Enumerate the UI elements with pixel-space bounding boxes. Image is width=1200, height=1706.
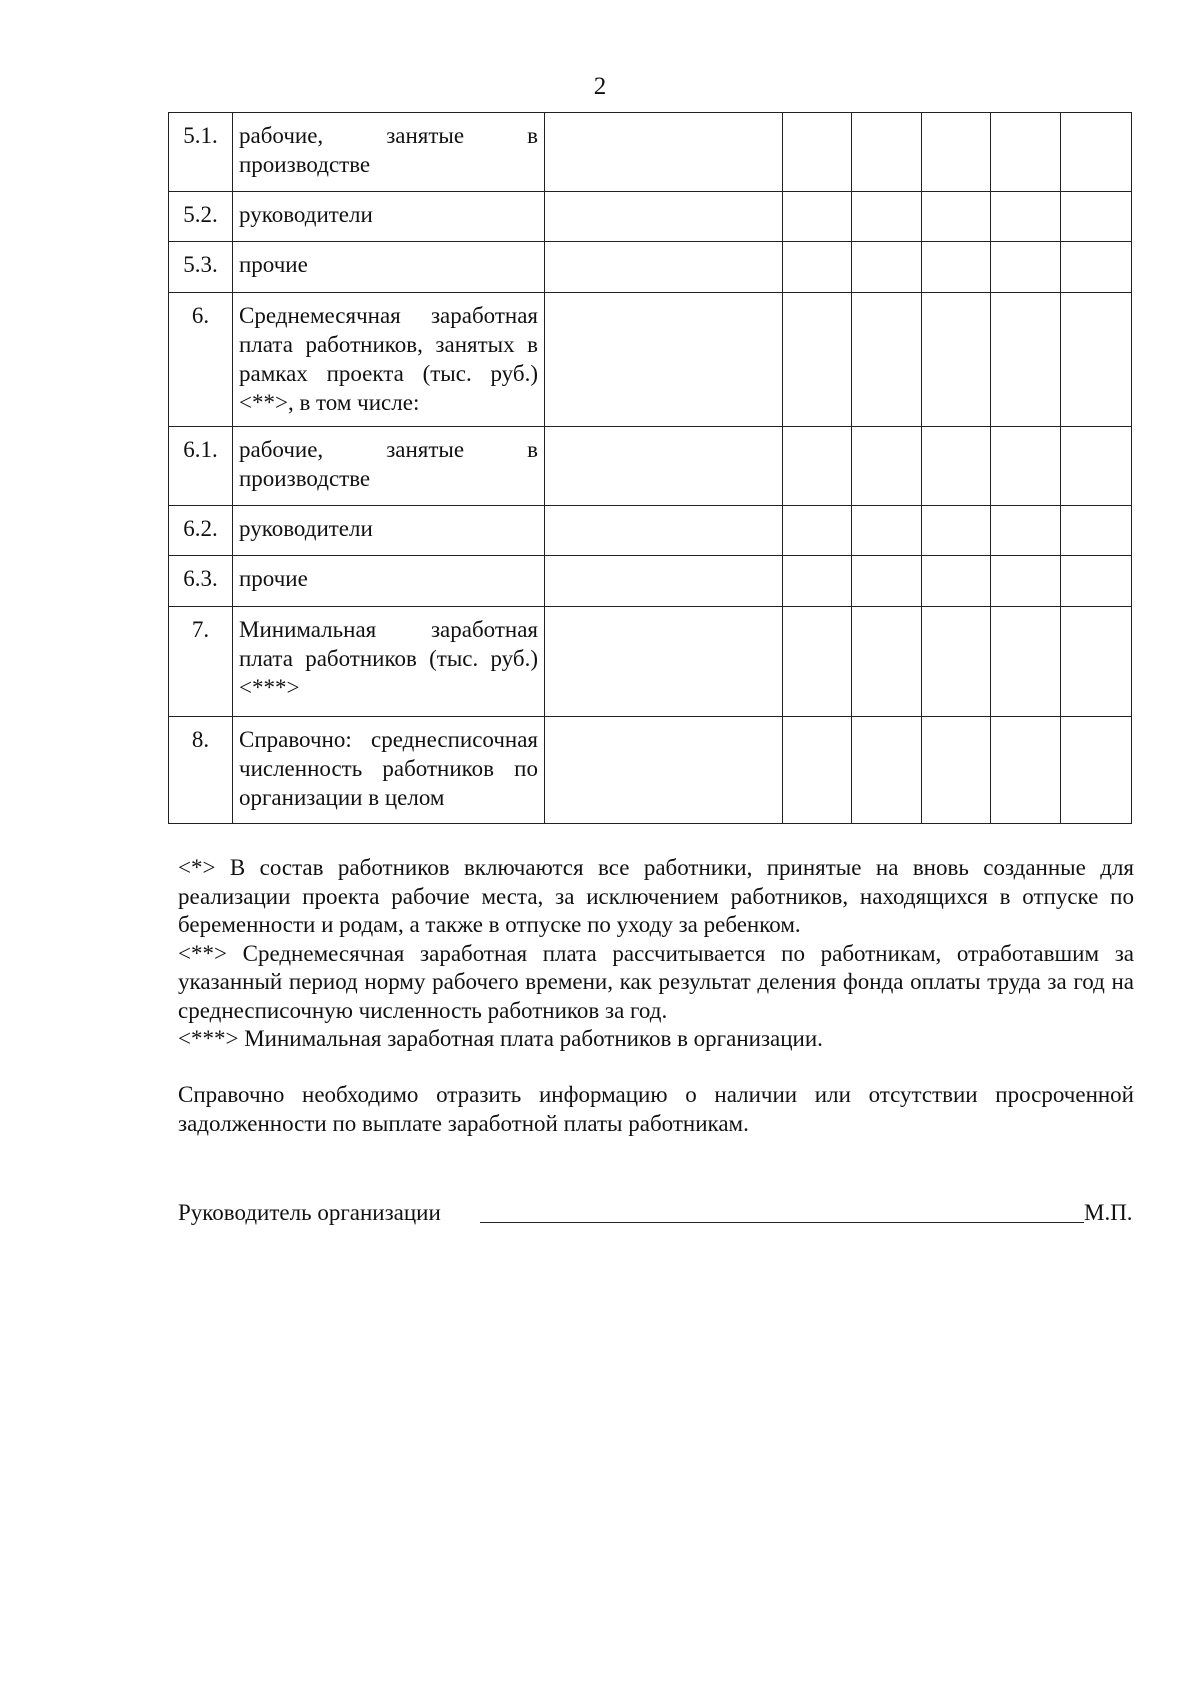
row-number: 6.3. [169, 556, 233, 607]
row-label-line: рамках проекта (тыс. руб.) [239, 361, 538, 386]
value-cell[interactable] [852, 113, 922, 192]
row-label-line: производстве [239, 152, 371, 177]
row-label [233, 242, 545, 293]
signature-label: Руководитель организации [178, 1200, 441, 1225]
reference-note: Справочно необходимо отразить информацию о наличии или отсутствии просроченной задолженности по выплате заработной платы работникам. [178, 1082, 1134, 1136]
table-row [169, 506, 1132, 556]
row-label [233, 427, 545, 506]
row-number: 5.2. [169, 192, 233, 242]
row-number: 6.2. [169, 506, 233, 556]
value-cell[interactable] [922, 607, 991, 717]
row-label [233, 506, 545, 556]
value-cell[interactable] [991, 556, 1061, 607]
value-cell[interactable] [852, 506, 922, 556]
value-cell[interactable] [545, 506, 783, 556]
value-cell[interactable] [922, 242, 991, 293]
value-cell[interactable] [922, 192, 991, 242]
row-label-line: Среднемесячная заработная [239, 303, 538, 328]
footnotes [178, 854, 1134, 1054]
value-cell[interactable] [991, 427, 1061, 506]
row-number: 6.1. [169, 427, 233, 506]
value-cell[interactable] [991, 113, 1061, 192]
row-number: 5.3. [169, 242, 233, 293]
value-cell[interactable] [922, 113, 991, 192]
table-row [169, 192, 1132, 242]
value-cell[interactable] [991, 192, 1061, 242]
value-cell[interactable] [783, 556, 852, 607]
row-number: 6. [169, 293, 233, 427]
row-number: 8. [169, 717, 233, 824]
footnote-1: <*> В состав работников включаются все работники, принятые на вновь созданные для реализации проекта рабочие места, за исключением работников, находящихся в отпуске по беременности и родам, а также в отпуске по уходу за ребенком. [178, 855, 1134, 937]
report-table [168, 112, 1132, 824]
value-cell[interactable] [1061, 113, 1132, 192]
row-label-line: руководители [239, 516, 373, 541]
value-cell[interactable] [852, 192, 922, 242]
table-row [169, 427, 1132, 506]
row-label-line: производстве [239, 466, 371, 491]
row-label [233, 192, 545, 242]
row-label-line: численность работников по [239, 756, 538, 781]
value-cell[interactable] [922, 427, 991, 506]
row-label-line: Справочно: среднесписочная [239, 727, 538, 752]
value-cell[interactable] [991, 242, 1061, 293]
value-cell[interactable] [1061, 717, 1132, 824]
value-cell[interactable] [1061, 293, 1132, 427]
value-cell[interactable] [852, 717, 922, 824]
value-cell[interactable] [783, 293, 852, 427]
value-cell[interactable] [783, 427, 852, 506]
value-cell[interactable] [852, 556, 922, 607]
value-cell[interactable] [852, 427, 922, 506]
value-cell[interactable] [922, 293, 991, 427]
value-cell[interactable] [545, 242, 783, 293]
stamp-place-label: М.П. [1084, 1200, 1133, 1225]
report-table-body [169, 113, 1132, 824]
value-cell[interactable] [1061, 556, 1132, 607]
value-cell[interactable] [852, 242, 922, 293]
value-cell[interactable] [783, 607, 852, 717]
row-label-line: <**>, в том числе: [239, 390, 420, 415]
value-cell[interactable] [852, 607, 922, 717]
footnote-3: <***> Минимальная заработная плата работников в организации. [178, 1026, 823, 1051]
row-label-line: руководители [239, 202, 373, 227]
value-cell[interactable] [545, 717, 783, 824]
value-cell[interactable] [1061, 242, 1132, 293]
page-number: 2 [593, 73, 607, 100]
row-number: 7. [169, 607, 233, 717]
table-row [169, 293, 1132, 427]
table-row [169, 717, 1132, 824]
row-number: 5.1. [169, 113, 233, 192]
value-cell[interactable] [545, 556, 783, 607]
row-label [233, 717, 545, 824]
value-cell[interactable] [991, 717, 1061, 824]
value-cell[interactable] [1061, 427, 1132, 506]
row-label [233, 113, 545, 192]
row-label-line: Минимальная заработная [239, 617, 538, 642]
value-cell[interactable] [545, 427, 783, 506]
row-label-line: <***> [239, 675, 300, 700]
row-label-line: плата работников, занятых в [239, 332, 538, 357]
value-cell[interactable] [783, 242, 852, 293]
value-cell[interactable] [1061, 192, 1132, 242]
table-row [169, 113, 1132, 192]
value-cell[interactable] [922, 506, 991, 556]
value-cell[interactable] [1061, 607, 1132, 717]
row-label-line: рабочие, занятые в [239, 437, 538, 462]
table-row [169, 242, 1132, 293]
value-cell[interactable] [852, 293, 922, 427]
value-cell[interactable] [545, 293, 783, 427]
table-row [169, 556, 1132, 607]
footnote-2: <**> Среднемесячная заработная плата рассчитывается по работникам, отработавшим за указанный период норму рабочего времени, как результат деления фонда оплаты труда за год на среднесписочную численность работников за год. [178, 940, 1134, 1023]
row-label [233, 293, 545, 427]
value-cell[interactable] [783, 113, 852, 192]
table-row [169, 607, 1132, 717]
row-label-line: прочие [239, 252, 308, 277]
row-label-line: организации в целом [239, 785, 445, 810]
value-cell[interactable] [545, 113, 783, 192]
row-label-line: рабочие, занятые в [239, 123, 538, 148]
row-label-line: прочие [239, 566, 308, 591]
value-cell[interactable] [991, 506, 1061, 556]
row-label [233, 556, 545, 607]
value-cell[interactable] [922, 717, 991, 824]
value-cell[interactable] [1061, 506, 1132, 556]
value-cell[interactable] [545, 192, 783, 242]
value-cell[interactable] [783, 717, 852, 824]
value-cell[interactable] [991, 607, 1061, 717]
value-cell[interactable] [783, 506, 852, 556]
value-cell[interactable] [991, 293, 1061, 427]
row-label-line: плата работников (тыс. руб.) [239, 646, 538, 671]
signature-block [178, 1198, 1134, 1232]
row-label [233, 607, 545, 717]
value-cell[interactable] [545, 607, 783, 717]
value-cell[interactable] [922, 556, 991, 607]
signature-line [480, 1222, 1084, 1223]
value-cell[interactable] [783, 192, 852, 242]
